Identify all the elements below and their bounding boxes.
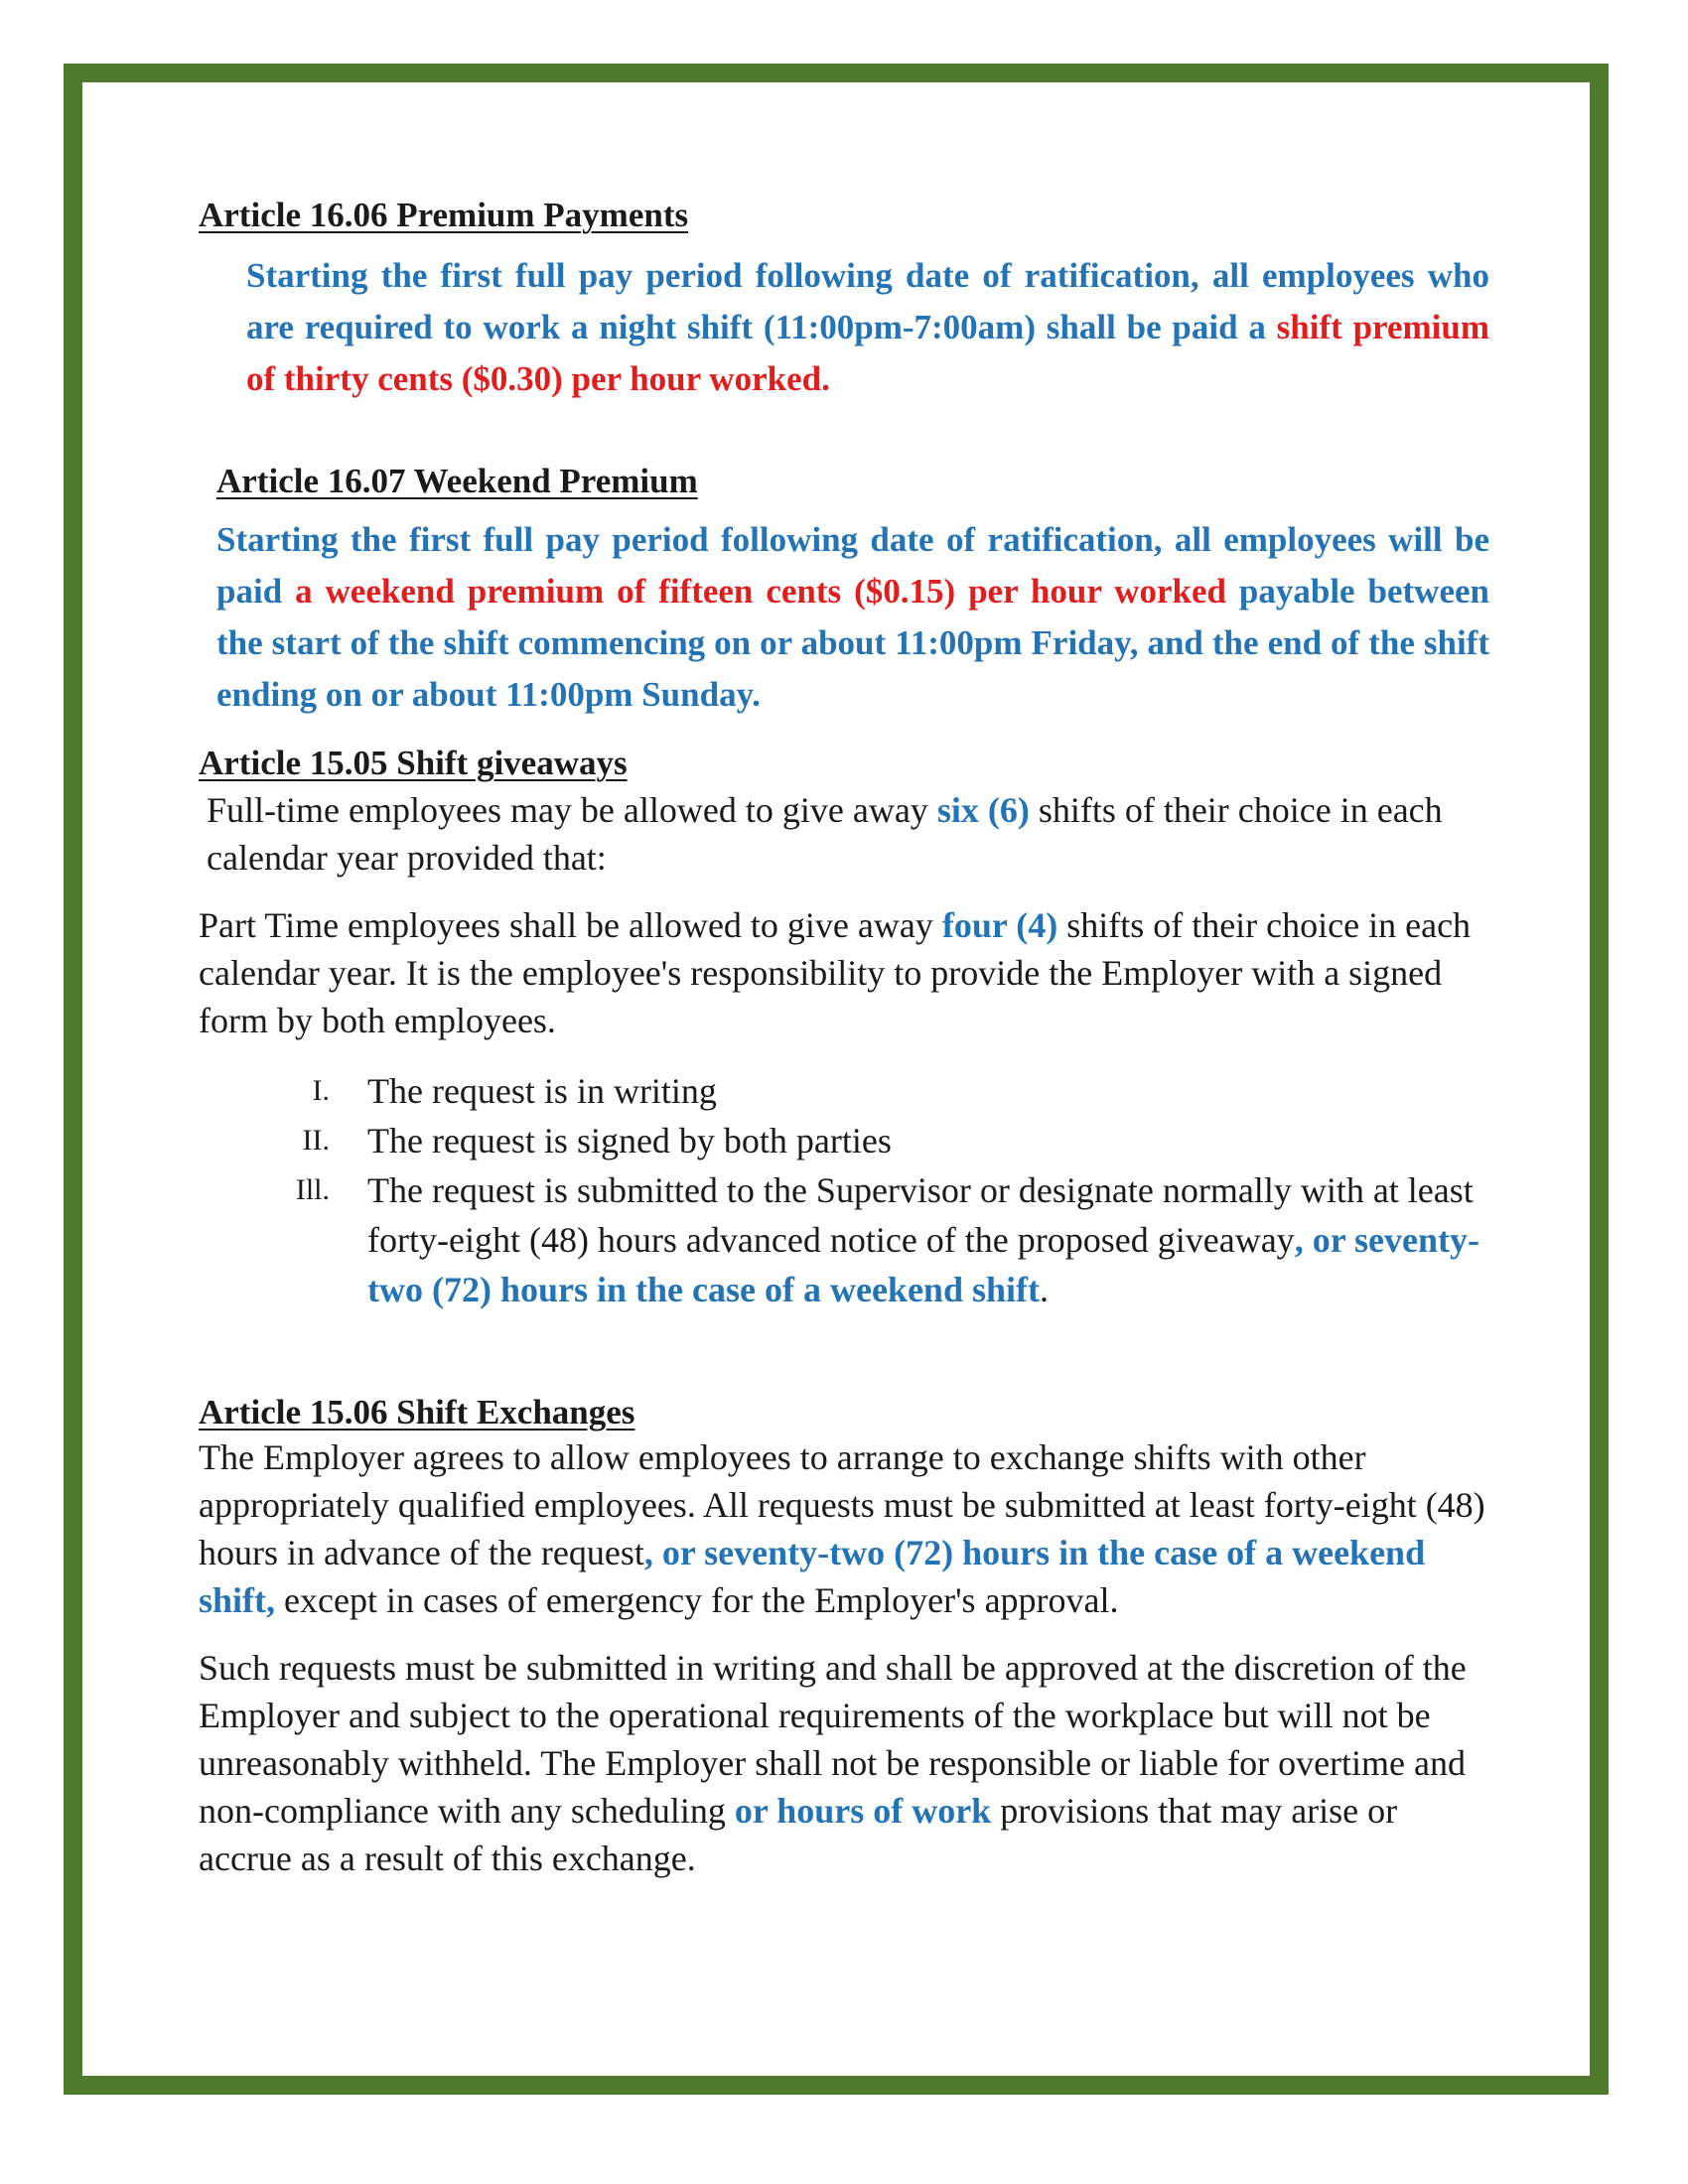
list-item-text: The request is submitted to the Supervisor or designate normally with at least forty-eight (48) hours advanced notice of the proposed giveaway [367,1170,1474,1260]
full-time-text: Full-time employees may be allowed to give away [207,790,937,830]
shift-exchange-text-end: except in cases of emergency for the Employer's approval. [275,1580,1119,1620]
list-item [199,1165,1489,1314]
list-item-number: Ill. [295,1173,330,1206]
hours-of-work-text: or hours of work [734,1791,992,1831]
list-item-number: II. [302,1124,330,1157]
part-time-giveaway-paragraph [199,901,1489,1044]
list-item [199,1116,1489,1165]
article-1607-text-end: payable between the start of the shift commencing on or about 11:00pm Friday, and the end of the shift ending on or about 11:00pm Sunday. [216,572,1489,714]
full-time-text-end: shifts of their choice in each calendar year provided that: [207,790,1443,878]
list-item-text: The request is in writing [367,1071,717,1111]
article-1505-heading: Article 15.05 Shift giveaways [199,744,628,782]
article-1607-heading: Article 16.07 Weekend Premium [216,462,698,500]
part-time-text: Part Time employees shall be allowed to give away [199,905,942,945]
list-item-weekend-text: , or seventy-two (72) hours in the case of a weekend shift [367,1220,1479,1309]
shift-exchange-paragraph [199,1433,1489,1624]
document-body [199,195,1489,1882]
full-time-count: six (6) [936,790,1030,830]
night-shift-premium: shift premium of thirty cents ($0.30) per hour worked. [246,308,1489,398]
list-item-text: The request is signed by both parties [367,1121,892,1160]
article-1606-text: Starting the first full pay period following date of ratification, all employees who are required to work a night shift (11:00pm-7:00am) shall be paid a [246,256,1489,346]
article-1606-heading: Article 16.06 Premium Payments [199,196,689,234]
exchange-approval-text-end: provisions that may arise or accrue as a result of this exchange. [199,1791,1398,1878]
shift-exchange-text: The Employer agrees to allow employees to arrange to exchange shifts with other appropriately qualified employees. All requests must be submitted at least forty-eight (48) hours in advance of the request [199,1437,1485,1572]
article-1607-paragraph [216,514,1489,721]
list-item-number: I. [312,1074,330,1107]
article-1606-paragraph [246,250,1489,405]
giveaway-conditions-list [199,1066,1489,1314]
weekend-premium: a weekend premium of fifteen cents ($0.15) per hour worked [295,572,1226,611]
part-time-count: four (4) [941,905,1058,945]
part-time-text-end: shifts of their choice in each calendar year. It is the employee's responsibility to provide the Employer with a signed form by both employees. [199,905,1472,1040]
shift-exchange-weekend-text: , or seventy-two (72) hours in the case of a weekend shift, [199,1533,1426,1620]
list-item-period: . [1039,1270,1049,1309]
exchange-approval-text: Such requests must be submitted in writing and shall be approved at the discretion of the Employer and subject to the operational requirements of the workplace but will not be unreasonably withheld. The Employer shall not be responsible or liable for overtime and non-compliance with any scheduling [199,1648,1467,1831]
article-1607-text-start: Starting the first full pay period following date of ratification, all employees will be paid [216,520,1489,611]
exchange-approval-paragraph [199,1644,1489,1882]
article-1506-heading: Article 15.06 Shift Exchanges [199,1393,635,1432]
list-item [199,1066,1489,1116]
full-time-giveaway-paragraph [199,786,1489,882]
